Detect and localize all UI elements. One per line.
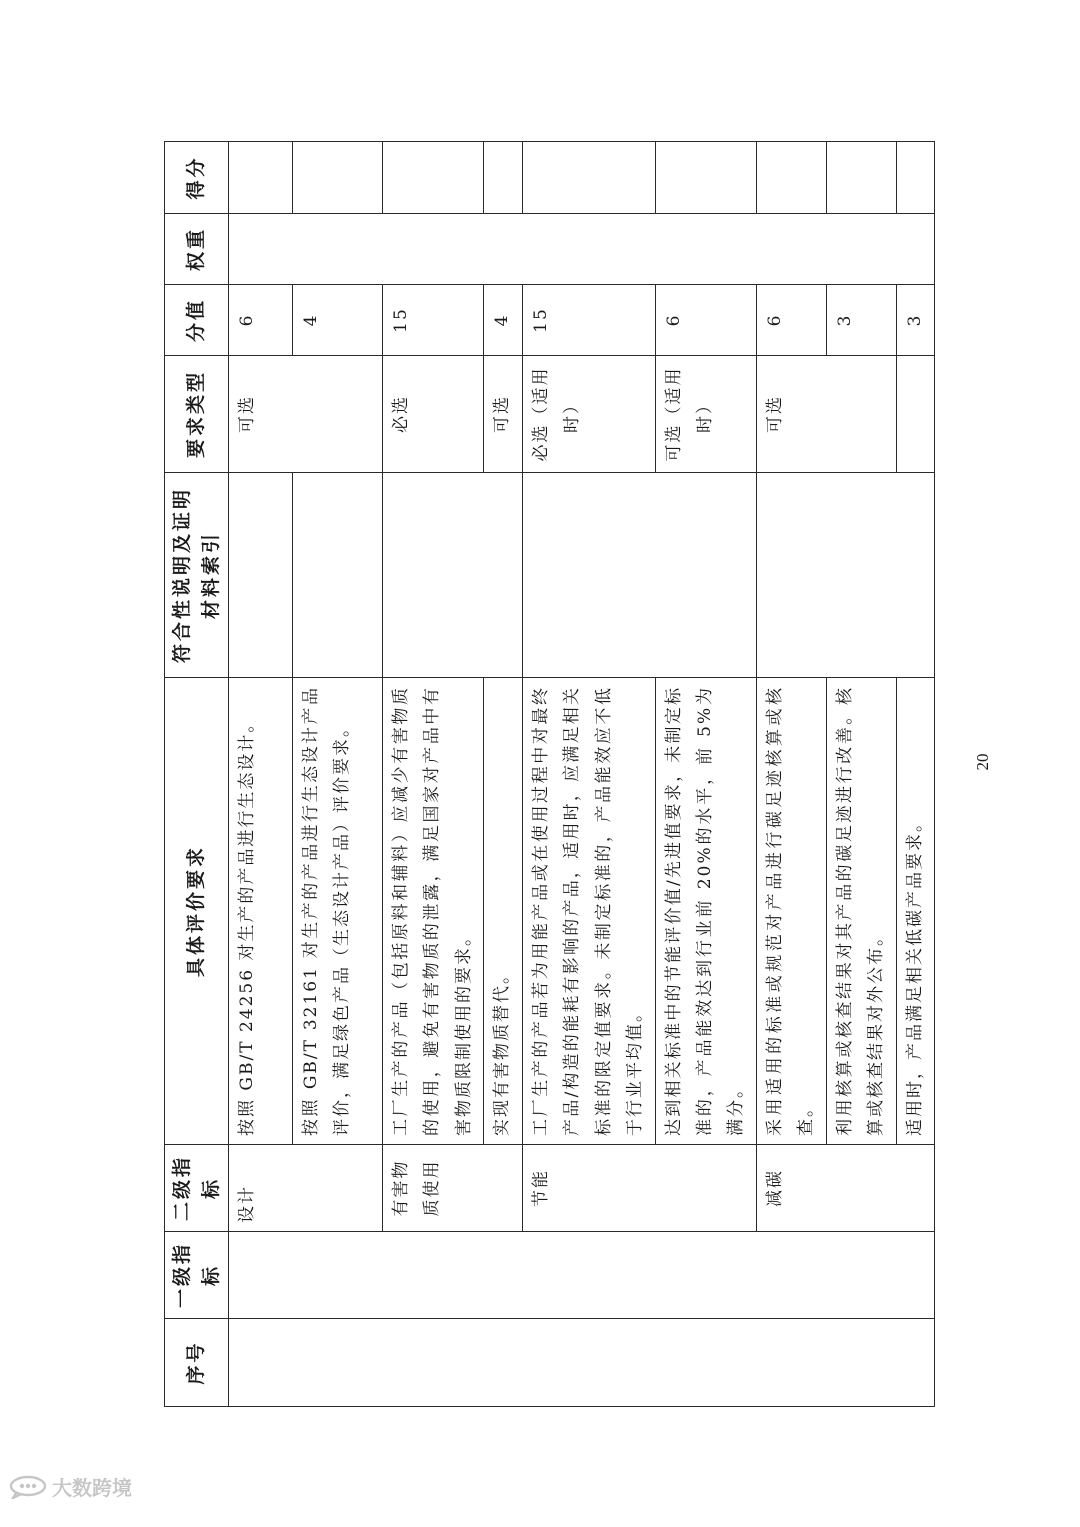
- header-req-type: 要求类型: [165, 356, 229, 473]
- header-level2: 二级指标: [165, 1145, 229, 1232]
- level1-cell: [229, 1232, 935, 1319]
- level2-hazardous: 有害物质使用: [383, 1145, 523, 1232]
- table-row: [756, 142, 826, 1407]
- requirement-cell: 按照 GB/T 32161 对生产的产品进行生态设计产品评价，满足绿色产品（生态设计产品）评价要求。: [293, 678, 383, 1145]
- evidence-cell[interactable]: [383, 473, 523, 678]
- level2-energy: 节能: [522, 1145, 756, 1232]
- points-cell: 6: [756, 285, 826, 356]
- requirement-cell: 工厂生产的产品（包括原料和辅料）应减少有害物质的使用，避免有害物质的泄露，满足国家对产品中有害物质限制使用的要求。: [383, 678, 484, 1145]
- page-number: 20: [973, 753, 992, 771]
- table-row: [383, 142, 484, 1407]
- req-type-cell: [896, 356, 934, 473]
- requirement-cell: 达到相关标准中的节能评价值/先进值要求，未制定标准的，产品能效达到行业前 20%的水平，前 5%为满分。: [655, 678, 756, 1145]
- level2-design: 设计: [229, 1145, 383, 1232]
- table-row: [522, 142, 655, 1407]
- rotated-table-page: [164, 142, 925, 1407]
- score-cell[interactable]: [293, 142, 383, 214]
- weight-cell[interactable]: [229, 214, 935, 285]
- table-row: [229, 142, 293, 1407]
- requirement-cell: 按照 GB/T 24256 对生产的产品进行生态设计。: [229, 678, 293, 1145]
- requirement-cell: 采用适用的标准或规范对产品进行碳足迹核算或核查。: [756, 678, 826, 1145]
- header-level1: 一级指标: [165, 1232, 229, 1319]
- req-type-cell: 可选（适用时）: [655, 356, 756, 473]
- points-cell: 15: [383, 285, 484, 356]
- points-cell: 6: [229, 285, 293, 356]
- req-type-cell: 可选: [756, 356, 896, 473]
- points-cell: 6: [655, 285, 756, 356]
- header-evidence: 符合性说明及证明材料索引: [165, 473, 229, 678]
- requirement-cell: 利用核算或核查结果对其产品的碳足迹进行改善。核算或核查结果对外公布。: [826, 678, 896, 1145]
- evidence-cell[interactable]: [229, 473, 293, 678]
- points-cell: 3: [896, 285, 934, 356]
- score-cell[interactable]: [229, 142, 293, 214]
- evaluation-table: [164, 141, 935, 1407]
- seq-cell: [229, 1319, 935, 1407]
- header-weight: 权重: [165, 214, 229, 285]
- req-type-cell: 可选: [229, 356, 383, 473]
- watermark-text: 大数跨境: [52, 1476, 132, 1500]
- header-seq: 序号: [165, 1319, 229, 1407]
- score-cell[interactable]: [896, 142, 934, 214]
- level2-carbon: 减碳: [756, 1145, 934, 1232]
- points-cell: 4: [293, 285, 383, 356]
- score-cell[interactable]: [522, 142, 655, 214]
- evidence-cell[interactable]: [293, 473, 383, 678]
- score-cell[interactable]: [756, 142, 826, 214]
- requirement-cell: 工厂生产的产品若为用能产品或在使用过程中对最终产品/构造的能耗有影响的产品，适用时，应满足相关标准的限定值要求。未制定标准的，产品能效应不低于行业平均值。: [522, 678, 655, 1145]
- points-cell: 3: [826, 285, 896, 356]
- speech-bubble-icon: [8, 1475, 48, 1499]
- evidence-cell[interactable]: [756, 473, 934, 678]
- watermark: [8, 1472, 132, 1501]
- score-cell[interactable]: [484, 142, 522, 214]
- header-requirement: 具体评价要求: [165, 678, 229, 1145]
- requirement-cell: 适用时，产品满足相关低碳产品要求。: [896, 678, 934, 1145]
- points-cell: 4: [484, 285, 522, 356]
- header-points: 分值: [165, 285, 229, 356]
- table-header-row: [165, 142, 229, 1407]
- evidence-cell[interactable]: [522, 473, 756, 678]
- score-cell[interactable]: [826, 142, 896, 214]
- score-cell[interactable]: [655, 142, 756, 214]
- requirement-cell: 实现有害物质替代。: [484, 678, 522, 1145]
- req-type-cell: 必选: [383, 356, 484, 473]
- points-cell: 15: [522, 285, 655, 356]
- score-cell[interactable]: [383, 142, 484, 214]
- req-type-cell: 必选（适用时）: [522, 356, 655, 473]
- header-score: 得分: [165, 142, 229, 214]
- req-type-cell: 可选: [484, 356, 522, 473]
